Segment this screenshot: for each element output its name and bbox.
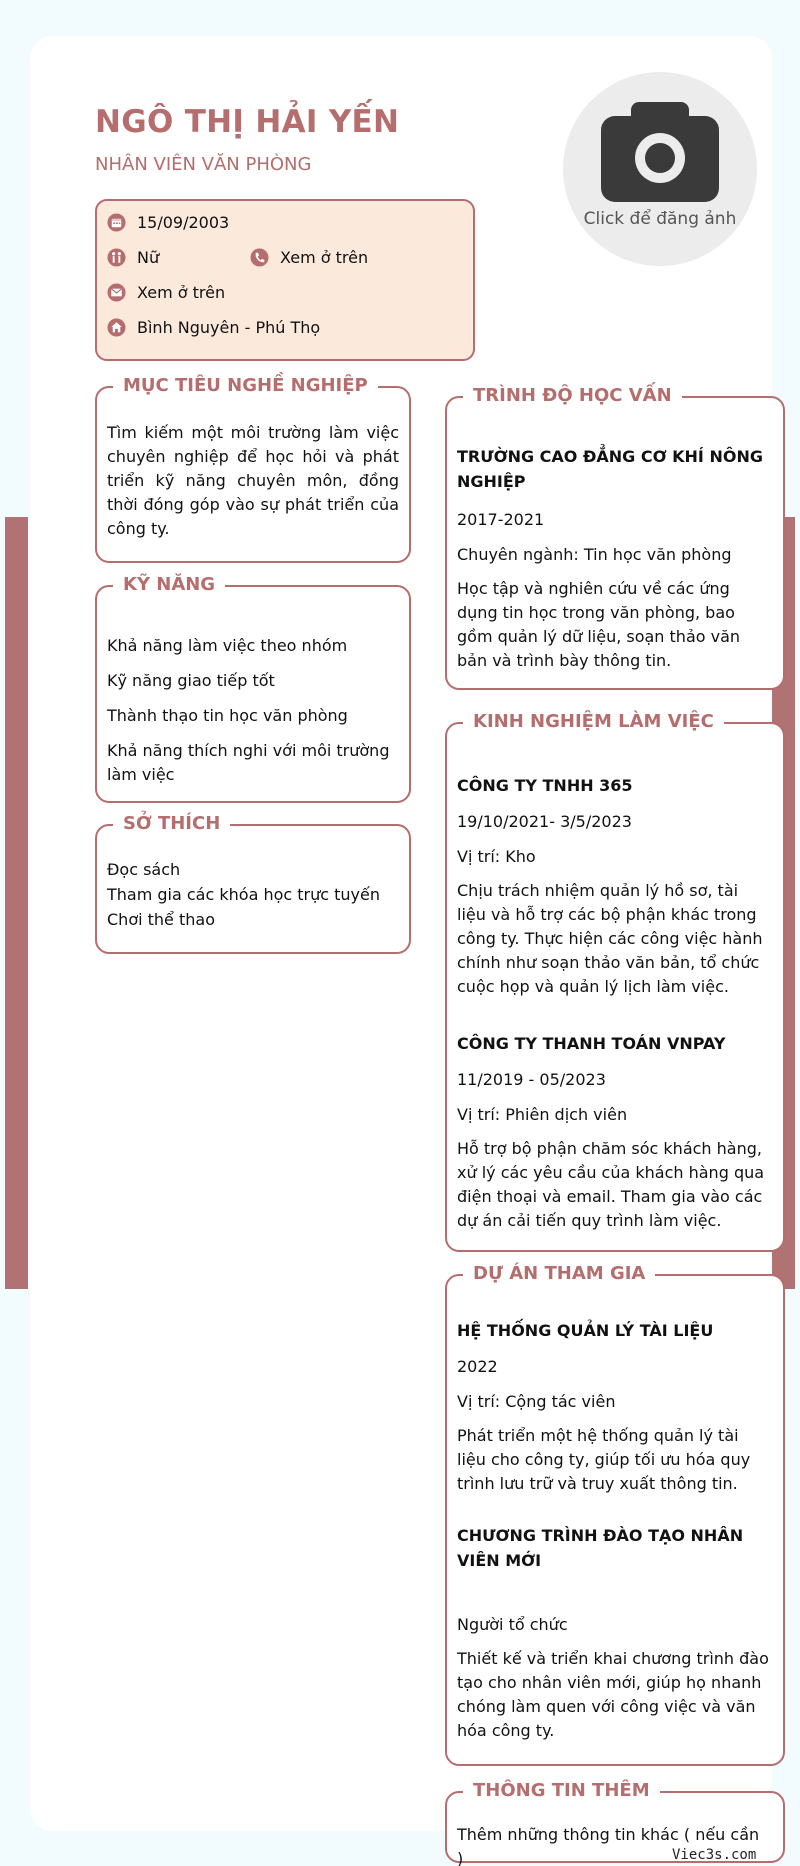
gender-icon [107,248,126,267]
project-role[interactable]: Người tổ chức [457,1615,568,1634]
education-title: TRÌNH ĐỘ HỌC VẤN [463,385,682,407]
phone-icon [250,248,269,267]
photo-upload[interactable] [563,72,757,266]
email-row [107,283,225,302]
hobby-item[interactable]: Tham gia các khóa học trực tuyến [107,885,381,904]
additional-info-title: THÔNG TIN THÊM [463,1780,660,1802]
email-icon [107,283,126,302]
job-period[interactable]: 19/10/2021- 3/5/2023 [457,812,632,831]
project-period[interactable]: 2022 [457,1357,498,1376]
job-position[interactable]: Vị trí: Phiên dịch viên [457,1105,628,1124]
job-period[interactable]: 11/2019 - 05/2023 [457,1070,606,1089]
project-name[interactable]: CHƯƠNG TRÌNH ĐÀO TẠO NHÂN VIÊN MỚI [457,1526,744,1570]
left-accent-bar [5,517,28,1289]
address-row [107,318,320,337]
email-value[interactable]: Xem ở trên [137,283,226,302]
photo-upload-label: Click để đăng ảnh [583,209,737,229]
project-description[interactable]: Thiết kế và triển khai chương trình đào tạo cho nhân viên mới, giúp họ nhanh chóng làm quen với công việc và văn hóa công ty. [457,1649,769,1740]
project-name[interactable]: HỆ THỐNG QUẢN LÝ TÀI LIỆU [457,1321,714,1340]
job-title[interactable]: NHÂN VIÊN VĂN PHÒNG [95,154,312,175]
objective-title: MỤC TIÊU NGHỀ NGHIỆP [113,375,378,397]
site-watermark: Viec3s.com [672,1847,757,1863]
phone-row [250,248,368,267]
education-section [445,385,785,690]
school-name[interactable]: TRƯỜNG CAO ĐẲNG CƠ KHÍ NÔNG NGHIỆP [457,447,763,491]
calendar-icon [107,213,126,232]
skill-item[interactable]: Kỹ năng giao tiếp tốt [107,671,275,690]
objective-text[interactable]: Tìm kiếm một môi trường làm việc chuyên nghiệp để học hỏi và phát triển kỹ năng chuyên môn, đồng thời đóng góp vào sự phát triển của công ty. [107,423,399,538]
hobbies-section [95,813,411,954]
hobby-item[interactable]: Chơi thể thao [107,910,215,929]
skills-section [95,574,411,803]
project-description[interactable]: Phát triển một hệ thống quản lý tài liệu cho công ty, giúp tối ưu hóa quy trình lưu trữ và truy xuất thông tin. [457,1426,751,1493]
address-value[interactable]: Bình Nguyên - Phú Thọ [137,318,321,337]
candidate-name[interactable]: NGÔ THỊ HẢI YẾN [95,104,400,140]
skills-title: KỸ NĂNG [113,574,225,596]
skill-item[interactable]: Khả năng làm việc theo nhóm [107,636,348,655]
job-company[interactable]: CÔNG TY TNHH 365 [457,776,633,795]
project-role[interactable]: Vị trí: Cộng tác viên [457,1392,616,1411]
skill-item[interactable]: Thành thạo tin học văn phòng [107,706,348,725]
additional-info-text[interactable]: Thêm những thông tin khác ( nếu cần ) [457,1825,760,1866]
dob-row [107,213,229,232]
job-company[interactable]: CÔNG TY THANH TOÁN VNPAY [457,1034,726,1053]
hobby-item[interactable]: Đọc sách [107,860,181,879]
contact-info-box [95,199,475,361]
projects-title: DỰ ÁN THAM GIA [463,1263,655,1285]
job-description[interactable]: Hỗ trợ bộ phận chăm sóc khách hàng, xử lý các yêu cầu của khách hàng qua điện thoại và email. Tham gia vào các dự án cải tiến quy trình làm việc. [457,1139,765,1230]
gender-value[interactable]: Nữ [137,248,160,267]
hobbies-title: SỞ THÍCH [113,813,230,835]
skill-item[interactable]: Khả năng thích nghi với môi trường làm việc [107,741,390,784]
camera-icon [601,102,719,202]
dob-value[interactable]: 15/09/2003 [137,213,230,232]
experience-title: KINH NGHIỆM LÀM VIỆC [463,711,724,733]
education-major[interactable]: Chuyên ngành: Tin học văn phòng [457,545,732,564]
job-position[interactable]: Vị trí: Kho [457,847,536,866]
projects-section [445,1263,785,1766]
experience-section [445,711,785,1252]
education-description[interactable]: Học tập và nghiên cứu về các ứng dụng tin học trong văn phòng, bao gồm quản lý dữ liệu, soạn thảo văn bản và trình bày thông tin. [457,579,741,670]
gender-row [107,248,159,267]
home-icon [107,318,126,337]
objective-section [95,375,411,563]
job-description[interactable]: Chịu trách nhiệm quản lý hồ sơ, tài liệu và hỗ trợ các bộ phận khác trong công ty. Thực hiện các công việc hành chính như soạn thảo văn bản, tổ chức cuộc họp và quản lý lịch làm việc. [457,881,763,996]
phone-value[interactable]: Xem ở trên [280,248,369,267]
education-period[interactable]: 2017-2021 [457,510,545,529]
